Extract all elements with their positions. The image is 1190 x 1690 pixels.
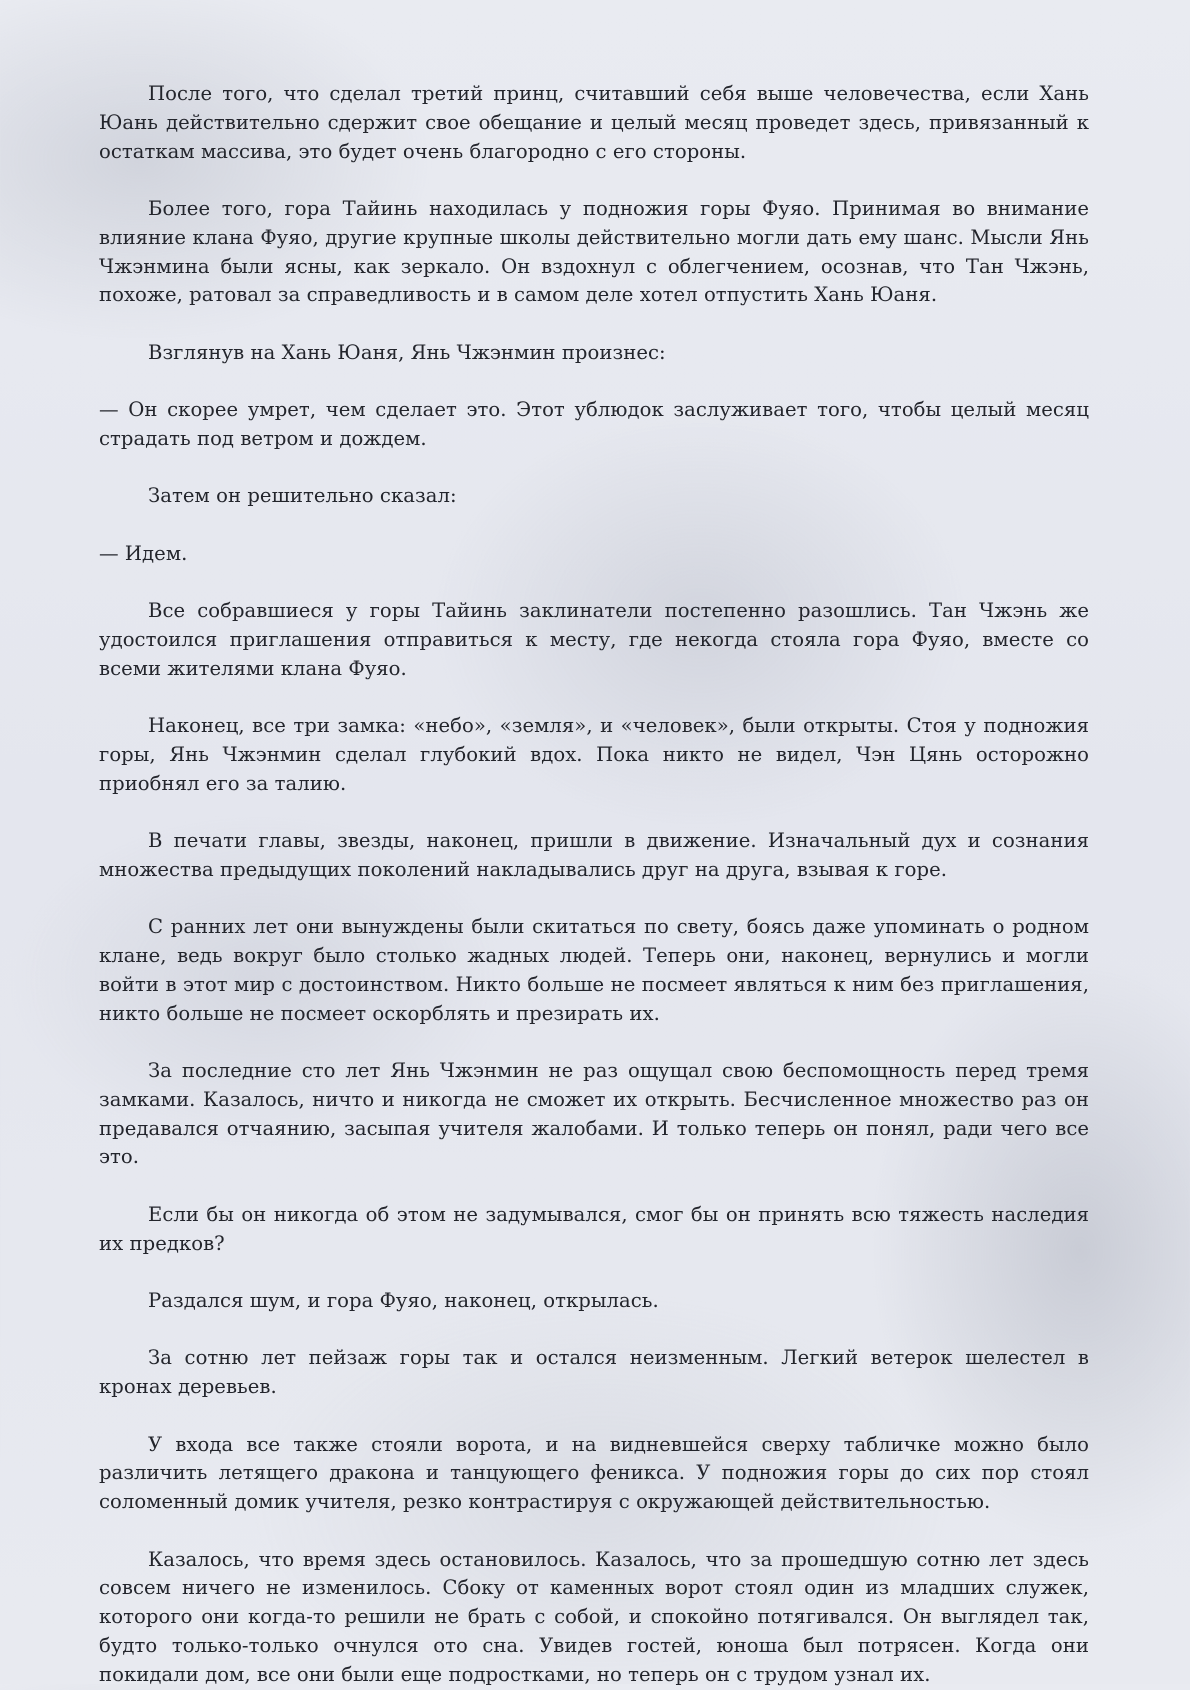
paragraph: Казалось, что время здесь остановилось. Казалось, что за прошедшую сотню лет здесь совсем ничего не изменилось. Сбоку от каменных ворот стоял один из младших служек, которого они когда-то решили не брать с собой, и спокойно потягивался. Он выглядел так, будто только-только очнулся ото сна. Увидев гостей, юноша был потрясен. Когда они покидали дом, все они были еще подростками, но теперь он с трудом узнал их.: [99, 1547, 1089, 1686]
paragraph: У входа все также стояли ворота, и на видневшейся сверху табличке можно было различить летящего дракона и танцующего феникса. У подножия горы до сих пор стоял соломенный домик учителя, резко контрастируя с окружающей действительностью.: [99, 1432, 1089, 1514]
paragraph: Наконец, все три замка: «небо», «земля», и «человек», были открыты. Стоя у подножия горы, Янь Чжэнмин сделал глубокий вдох. Пока никто не видел, Чэн Цянь осторожно приобнял его за талию.: [99, 714, 1089, 795]
paragraph: После того, что сделал третий принц, считавший себя выше человечества, если Хань Юань действительно сдержит свое обещание и целый месяц проведет здесь, привязанный к остаткам массива, это будет очень благородно с его стороны.: [99, 82, 1089, 163]
paragraph: За сотню лет пейзаж горы так и остался неизменным. Легкий ветерок шелестел в кронах деревьев.: [99, 1346, 1089, 1399]
paragraph: В печати главы, звезды, наконец, пришли в движение. Изначальный дух и сознания множества предыдущих поколений накладывались друг на друга, взывая к горе.: [99, 829, 1089, 881]
paragraph: Все собравшиеся у горы Тайинь заклинатели постепенно разошлись. Тан Чжэнь же удостоился приглашения отправиться к месту, где некогда стояла гора Фуяо, вместе со всеми жителями клана Фуяо.: [99, 599, 1089, 680]
document-page: [99, 80, 1089, 1690]
dialog-paragraph: — Он скорее умрет, чем сделает это. Этот ублюдок заслуживает того, чтобы целый месяц страдать под ветром и дождем.: [99, 398, 1089, 450]
paragraph: Затем он решительно сказал:: [148, 484, 457, 508]
paragraph: С ранних лет они вынуждены были скитаться по свету, боясь даже упоминать о родном клане, ведь вокруг было столько жадных людей. Теперь они, наконец, вернулись и могли войти в этот мир с достоинством. Никто больше не посмеет являться к ним без приглашения, никто больше не посмеет оскорблять и презирать их.: [99, 915, 1089, 1025]
paragraph: Взглянув на Хань Юаня, Янь Чжэнмин произнес:: [148, 340, 666, 364]
dialog-paragraph: — Идем.: [99, 541, 188, 565]
paragraph: За последние сто лет Янь Чжэнмин не раз ощущал свою беспомощность перед тремя замками. Казалось, ничто и никогда не сможет их открыть. Бесчисленное множество раз он предавался отчаянию, засыпая учителя жалобами. И только теперь он понял, ради чего все это.: [99, 1059, 1089, 1169]
paragraph: Если бы он никогда об этом не задумывался, смог бы он принять всю тяжесть наследия их предков?: [99, 1202, 1089, 1255]
paragraph: Раздался шум, и гора Фуяо, наконец, открылась.: [148, 1289, 659, 1313]
paragraph: Более того, гора Тайинь находилась у подножия горы Фуяо. Принимая во внимание влияние клана Фуяо, другие крупные школы действительно могли дать ему шанс. Мысли Янь Чжэнмина были ясны, как зеркало. Он вздохнул с облегчением, осознав, что Тан Чжэнь, похоже, ратовал за справедливость и в самом деле хотел отпустить Хань Юаня.: [99, 196, 1089, 307]
